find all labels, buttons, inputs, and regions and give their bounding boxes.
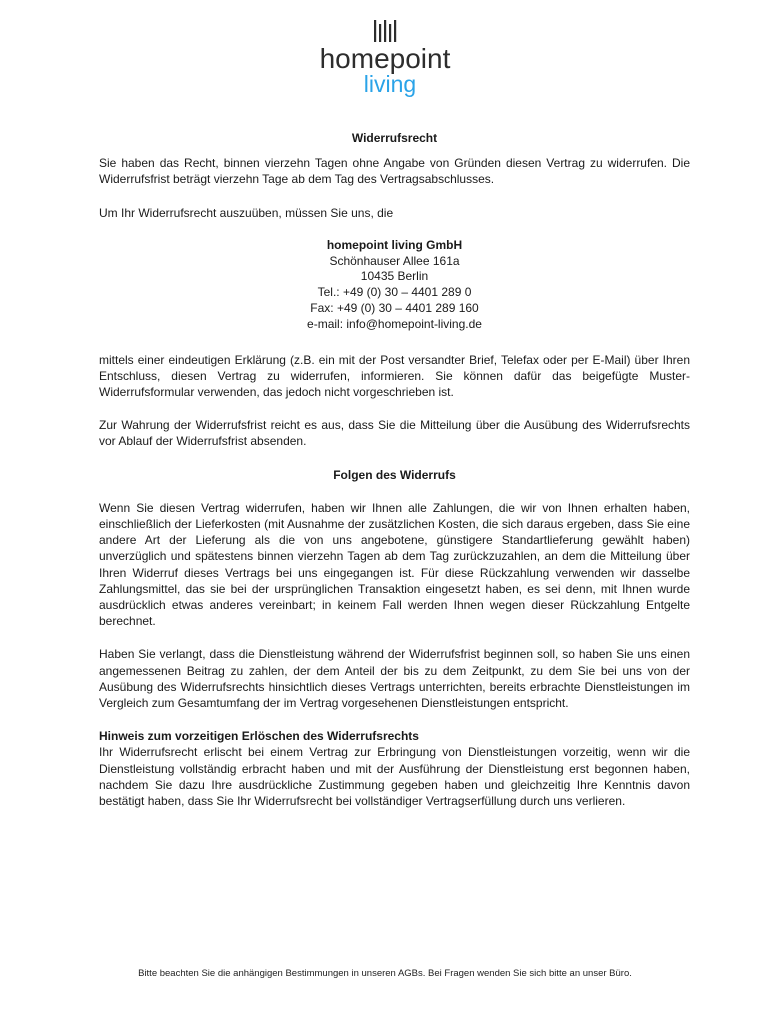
logo-wordmark-living: living (363, 71, 417, 97)
consequences-paragraph-2: Haben Sie verlangt, dass die Dienstleistung während der Widerrufsfrist beginnen soll, so haben Sie uns einen angemessenen Beitrag zu zahlen, der dem Anteil der bis zu dem Zeitpunkt, zu dem Sie bei uns von der Ausübung des Widerrufsrechts hinsichtlich dieses Vertrags unterrichten, bereits erbrachte Dienstleistungen im Vergleich zum Gesamtumfang der im Vertrag vorgesehenen Dienstleistungen entspricht. (99, 647, 690, 711)
page-footer: Bitte beachten Sie die anhängigen Bestimmungen in unseren AGBs. Bei Fragen wenden Sie sich bitte an unser Büro. (138, 968, 632, 979)
address-email: e-mail: info@homepoint-living.de (307, 316, 482, 331)
document-body (99, 130, 690, 809)
company-logo (0, 18, 770, 104)
company-name: homepoint living GmbH (326, 237, 463, 252)
consequences-paragraph-1: Wenn Sie diesen Vertrag widerrufen, haben wir Ihnen alle Zahlungen, die wir von Ihnen erhalten haben, einschließlich der Lieferkosten (mit Ausnahme der zusätzlichen Kosten, die sich daraus ergeben, dass Sie eine andere Art der Lieferung als die von uns angebotene, günstigere Standartlieferung gewählt haben) unverzüglich und spätestens binnen vierzehn Tagen ab dem Tag zurückzuzahlen, an dem die Mitteilung über Ihren Widerruf dieses Vertrags bei uns eingegangen ist. Für diese Rückzahlung verwenden wir dasselbe Zahlungsmittel, das sie bei der ursprünglichen Transaktion eingesetzt haben, es sei denn, mit Ihnen wurde ausdrücklich etwas anderes vereinbart; in keinem Fall werden Ihnen wegen dieser Rückzahlung Entgelte berechnet. (99, 500, 690, 629)
deadline-paragraph: Zur Wahrung der Widerrufsfrist reicht es aus, dass Sie die Mitteilung über die Ausübung des Widerrufsrechts vor Ablauf der Widerrufsfrist absenden. (99, 418, 690, 449)
intro-paragraph: Sie haben das Recht, binnen vierzehn Tagen ohne Angabe von Gründen diesen Vertrag zu widerrufen. Die Widerrufsfrist beträgt vierzehn Tage ab dem Tag des Vertragsabschlusses. (99, 156, 690, 187)
early-expiry-heading: Hinweis zum vorzeitigen Erlöschen des Widerrufsrechts (99, 729, 419, 744)
consequences-heading: Folgen des Widerrufs (333, 467, 456, 482)
address-phone: Tel.: +49 (0) 30 – 4401 289 0 (317, 285, 472, 300)
bars-logo-icon (373, 18, 397, 44)
address-fax: Fax: +49 (0) 30 – 4401 289 160 (310, 301, 479, 315)
company-address (99, 238, 690, 333)
page-title: Widerrufsrecht (351, 131, 438, 145)
early-expiry-paragraph: Ihr Widerrufsrecht erlischt bei einem Vertrag zur Erbringung von Dienstleistungen vorzeitig, wenn wir die Dienstleistung vollständig erbracht haben und mit der Ausführung der Dienstleistung erst begonnen haben, nachdem Sie dazu Ihre ausdrückliche Zustimmung gegeben haben und gleichzeitig Ihre Kenntnis davon bestätigt haben, dass Sie Ihr Widerrufsrecht bei vollständiger Vertragserfüllung durch uns verlieren. (99, 745, 690, 809)
declaration-paragraph: mittels einer eindeutigen Erklärung (z.B. ein mit der Post versandter Brief, Telefax oder per E-Mail) über Ihren Entschluss, diesen Vertrag zu widerrufen, informieren. Sie können dafür das beigefügte Muster-Widerrufsformular verwenden, das jedoch nicht vorgeschrieben ist. (99, 352, 690, 399)
address-city: 10435 Berlin (360, 269, 429, 284)
logo-wordmark-homepoint: homepoint (319, 43, 451, 74)
exercise-lead: Um Ihr Widerrufsrecht auszuüben, müssen Sie uns, die (99, 205, 394, 220)
address-street: Schönhauser Allee 161a (329, 253, 460, 268)
